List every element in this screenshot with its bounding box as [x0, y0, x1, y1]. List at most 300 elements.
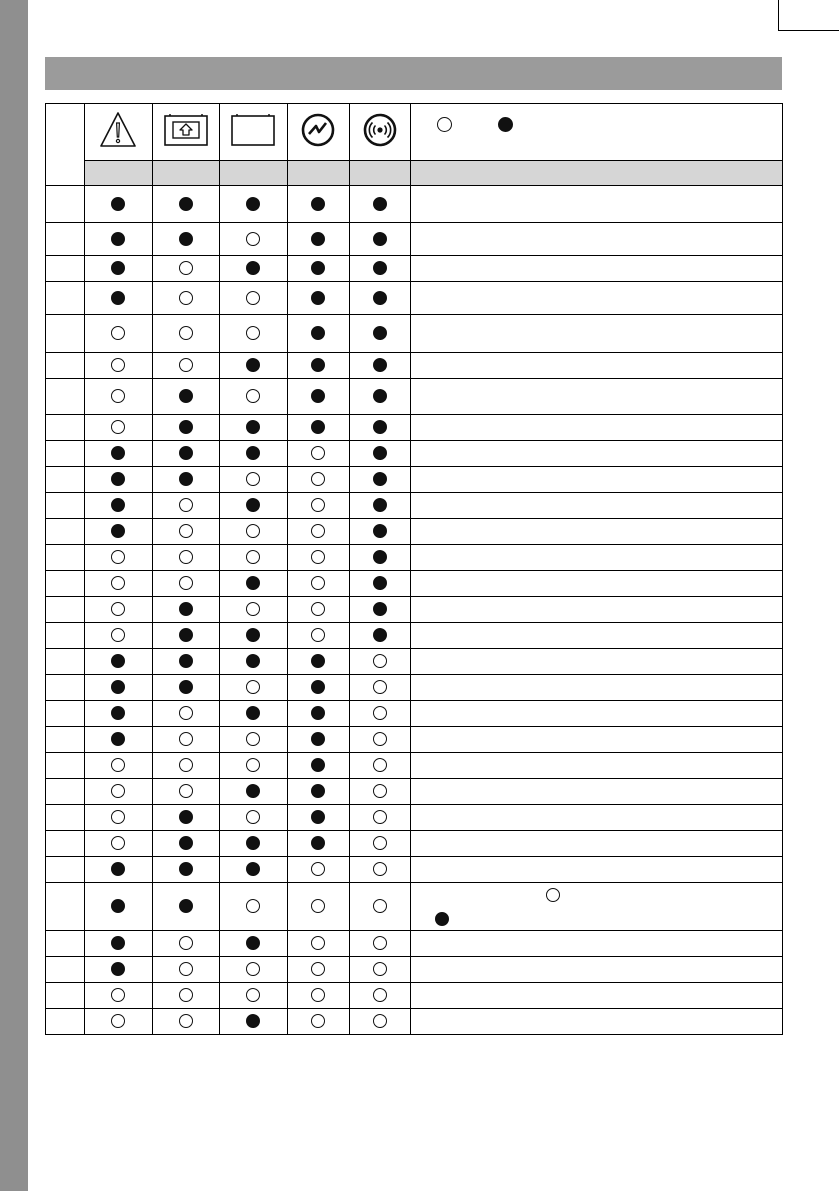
indicator-cell	[220, 353, 287, 379]
hollow-circle-icon	[111, 389, 125, 403]
filled-circle-icon	[373, 261, 387, 275]
filled-circle-icon	[246, 358, 260, 372]
description-cell	[411, 857, 783, 883]
indicator-cell	[287, 701, 349, 727]
table-row	[46, 727, 783, 753]
indicator-cell	[350, 519, 411, 545]
indicator-cell	[287, 1009, 349, 1035]
filled-circle-icon	[373, 524, 387, 538]
description-cell	[411, 883, 783, 931]
indicator-cell	[220, 315, 287, 353]
hollow-circle-icon	[246, 389, 260, 403]
indicator-cell	[152, 779, 219, 805]
filled-circle-icon	[179, 420, 193, 434]
warning-icon	[98, 110, 138, 150]
filled-circle-icon	[311, 389, 325, 403]
indicator-cell	[152, 256, 219, 282]
hollow-circle-icon	[111, 784, 125, 798]
hollow-circle-icon	[246, 899, 260, 913]
indicator-cell	[287, 753, 349, 779]
indicator-cell	[152, 883, 219, 931]
filled-circle-icon	[246, 446, 260, 460]
indicator-cell	[350, 727, 411, 753]
hollow-circle-icon	[311, 962, 325, 976]
hollow-circle-icon	[111, 602, 125, 616]
indicator-cell	[350, 571, 411, 597]
filled-circle-icon	[373, 576, 387, 590]
indicator-cell	[350, 831, 411, 857]
indicator-cell	[220, 282, 287, 315]
filled-circle-icon	[246, 197, 260, 211]
hollow-circle-icon	[179, 498, 193, 512]
indicator-cell	[220, 805, 287, 831]
indicator-cell	[85, 379, 152, 415]
filled-circle-icon	[373, 232, 387, 246]
table-row	[46, 857, 783, 883]
indicator-cell	[287, 379, 349, 415]
indicator-cell	[220, 727, 287, 753]
filled-circle-icon	[311, 810, 325, 824]
header-shade	[220, 161, 287, 186]
description-cell	[411, 983, 783, 1009]
indicator-cell	[350, 779, 411, 805]
indicator-cell	[287, 186, 349, 223]
indicator-cell	[287, 883, 349, 931]
filled-circle-icon	[111, 197, 125, 211]
indicator-cell	[85, 597, 152, 623]
row-number-cell	[46, 571, 85, 597]
indicator-cell	[220, 493, 287, 519]
indicator-cell	[287, 545, 349, 571]
hollow-circle-icon	[311, 576, 325, 590]
filled-circle-icon	[111, 472, 125, 486]
indicator-cell	[152, 519, 219, 545]
row-number-cell	[46, 282, 85, 315]
hollow-circle-icon	[179, 576, 193, 590]
table-row	[46, 597, 783, 623]
hollow-circle-icon	[373, 1014, 387, 1028]
hollow-circle-icon	[373, 706, 387, 720]
indicator-cell	[350, 753, 411, 779]
indicator-cell	[152, 675, 219, 701]
indicator-cell	[152, 282, 219, 315]
description-cell	[411, 223, 783, 256]
filled-circle-icon	[311, 291, 325, 305]
indicator-cell	[85, 282, 152, 315]
filled-circle-icon	[179, 862, 193, 876]
indicator-cell	[85, 519, 152, 545]
table-row	[46, 282, 783, 315]
hollow-circle-icon	[179, 1014, 193, 1028]
description-cell	[411, 623, 783, 649]
hollow-circle-icon	[179, 550, 193, 564]
hollow-circle-icon	[373, 962, 387, 976]
indicator-cell	[85, 701, 152, 727]
hollow-circle-icon	[373, 654, 387, 668]
indicator-cell	[85, 805, 152, 831]
indicator-cell	[287, 931, 349, 957]
hollow-circle-icon	[311, 988, 325, 1002]
indicator-cell	[85, 649, 152, 675]
indicator-cell	[220, 571, 287, 597]
indicator-cell	[152, 649, 219, 675]
hollow-circle-icon	[311, 498, 325, 512]
indicator-cell	[152, 545, 219, 571]
filled-circle-icon	[373, 602, 387, 616]
filled-circle-icon	[246, 654, 260, 668]
filled-circle-icon	[179, 836, 193, 850]
filled-circle-icon	[373, 472, 387, 486]
filled-circle-icon	[311, 420, 325, 434]
indicator-cell	[350, 597, 411, 623]
indicator-cell	[85, 957, 152, 983]
filled-circle-icon	[111, 232, 125, 246]
side-bar	[0, 0, 28, 1191]
hollow-circle-icon	[311, 628, 325, 642]
indicator-cell	[287, 727, 349, 753]
row-number-cell	[46, 701, 85, 727]
indicator-cell	[287, 223, 349, 256]
indicator-cell	[152, 1009, 219, 1035]
indicator-cell	[350, 701, 411, 727]
indicator-cell	[85, 623, 152, 649]
description-cell	[411, 353, 783, 379]
indicator-cell	[220, 519, 287, 545]
indicator-cell	[350, 857, 411, 883]
row-number-cell	[46, 467, 85, 493]
header-no-signal	[287, 104, 349, 161]
indicator-cell	[350, 493, 411, 519]
row-number-cell	[46, 597, 85, 623]
indicator-cell	[350, 957, 411, 983]
filled-circle-icon	[246, 420, 260, 434]
indicator-cell	[287, 282, 349, 315]
filled-circle-icon	[246, 784, 260, 798]
table-row	[46, 649, 783, 675]
hollow-circle-icon	[111, 326, 125, 340]
filled-circle-icon	[435, 912, 449, 926]
hollow-circle-icon	[373, 732, 387, 746]
filled-circle-icon	[179, 446, 193, 460]
header-display	[152, 104, 219, 161]
table-row	[46, 805, 783, 831]
filled-circle-icon	[179, 810, 193, 824]
indicator-cell	[220, 983, 287, 1009]
hollow-circle-icon	[179, 758, 193, 772]
table-row	[46, 983, 783, 1009]
hollow-circle-icon	[179, 326, 193, 340]
hollow-circle-icon	[246, 758, 260, 772]
filled-circle-icon	[111, 706, 125, 720]
indicator-cell	[85, 675, 152, 701]
indicator-cell	[220, 223, 287, 256]
indicator-cell	[152, 831, 219, 857]
description-cell	[411, 415, 783, 441]
row-number-cell	[46, 857, 85, 883]
indicator-cell	[220, 675, 287, 701]
indicator-cell	[287, 649, 349, 675]
row-number-cell	[46, 353, 85, 379]
filled-circle-icon	[179, 602, 193, 616]
filled-circle-icon	[111, 680, 125, 694]
indicator-cell	[220, 779, 287, 805]
indicator-cell	[152, 441, 219, 467]
row-number-cell	[46, 623, 85, 649]
hollow-circle-icon	[311, 862, 325, 876]
filled-circle-icon	[111, 524, 125, 538]
header-alarm	[350, 104, 411, 161]
indicator-cell	[287, 857, 349, 883]
indicator-cell	[152, 623, 219, 649]
description-cell	[411, 701, 783, 727]
filled-circle-icon	[246, 498, 260, 512]
indicator-cell	[220, 1009, 287, 1035]
hollow-circle-icon	[311, 446, 325, 460]
row-number-cell	[46, 519, 85, 545]
hollow-circle-icon	[246, 810, 260, 824]
hollow-circle-icon	[179, 784, 193, 798]
indicator-cell	[152, 223, 219, 256]
indicator-cell	[350, 256, 411, 282]
indicator-cell	[287, 675, 349, 701]
indicator-cell	[287, 779, 349, 805]
table-row	[46, 441, 783, 467]
filled-circle-icon	[111, 654, 125, 668]
table-row	[46, 545, 783, 571]
indicator-cell	[152, 727, 219, 753]
filled-circle-icon	[311, 654, 325, 668]
hollow-circle-icon	[373, 680, 387, 694]
alarm-icon	[362, 112, 398, 148]
row-number-cell	[46, 957, 85, 983]
filled-circle-icon	[246, 1014, 260, 1028]
filled-circle-icon	[311, 706, 325, 720]
indicator-cell	[287, 415, 349, 441]
indicator-cell	[220, 623, 287, 649]
hollow-circle-icon	[373, 810, 387, 824]
table-row	[46, 931, 783, 957]
table-row	[46, 831, 783, 857]
indicator-cell	[350, 805, 411, 831]
hollow-circle-icon	[311, 936, 325, 950]
filled-circle-icon	[373, 550, 387, 564]
indicator-cell	[350, 931, 411, 957]
display-icon	[163, 113, 209, 147]
indicator-cell	[287, 623, 349, 649]
indicator-cell	[85, 256, 152, 282]
filled-circle-icon	[111, 261, 125, 275]
table-row	[46, 957, 783, 983]
hollow-circle-icon	[246, 732, 260, 746]
hollow-circle-icon	[179, 988, 193, 1002]
indicator-cell	[152, 571, 219, 597]
indicator-cell	[152, 983, 219, 1009]
indicator-cell	[85, 931, 152, 957]
row-number-cell	[46, 675, 85, 701]
indicator-cell	[350, 379, 411, 415]
hollow-circle-icon	[111, 550, 125, 564]
indicator-cell	[220, 883, 287, 931]
row-number-cell	[46, 545, 85, 571]
filled-circle-icon	[311, 758, 325, 772]
indicator-cell	[287, 467, 349, 493]
row-number-cell	[46, 315, 85, 353]
header-battery	[220, 104, 287, 161]
description-cell	[411, 831, 783, 857]
indicator-cell	[287, 353, 349, 379]
row-number-cell	[46, 931, 85, 957]
row-number-cell	[46, 649, 85, 675]
indicator-cell	[152, 493, 219, 519]
indicator-cell	[287, 571, 349, 597]
filled-circle-icon	[373, 498, 387, 512]
filled-circle-icon	[373, 197, 387, 211]
hollow-circle-icon	[311, 602, 325, 616]
indicator-table	[45, 103, 783, 1035]
description-cell	[411, 779, 783, 805]
row-number-cell	[46, 379, 85, 415]
indicator-cell	[287, 805, 349, 831]
table-row	[46, 701, 783, 727]
indicator-cell	[350, 623, 411, 649]
hollow-circle-icon	[111, 576, 125, 590]
title-bar	[45, 57, 782, 90]
hollow-circle-icon	[179, 962, 193, 976]
hollow-circle-icon	[373, 784, 387, 798]
table-row	[46, 353, 783, 379]
hollow-circle-icon	[111, 758, 125, 772]
filled-circle-icon	[246, 862, 260, 876]
row-number-cell	[46, 805, 85, 831]
hollow-circle-icon	[111, 420, 125, 434]
indicator-cell	[152, 957, 219, 983]
description-cell	[411, 256, 783, 282]
description-cell	[411, 571, 783, 597]
hollow-circle-icon	[179, 358, 193, 372]
hollow-circle-icon	[179, 936, 193, 950]
indicator-cell	[85, 883, 152, 931]
indicator-cell	[152, 379, 219, 415]
indicator-cell	[287, 441, 349, 467]
hollow-circle-icon	[179, 732, 193, 746]
indicator-cell	[152, 857, 219, 883]
filled-circle-icon	[311, 326, 325, 340]
row-number-cell	[46, 1009, 85, 1035]
table-row	[46, 493, 783, 519]
legend	[411, 104, 783, 161]
row-number-cell	[46, 779, 85, 805]
table-row	[46, 315, 783, 353]
header-shade	[350, 161, 411, 186]
filled-circle-icon	[246, 261, 260, 275]
indicator-cell	[85, 779, 152, 805]
indicator-cell	[85, 415, 152, 441]
hollow-circle-icon	[311, 524, 325, 538]
indicator-cell	[287, 315, 349, 353]
hollow-circle-icon	[111, 810, 125, 824]
indicator-cell	[220, 186, 287, 223]
indicator-cell	[220, 753, 287, 779]
header-shade	[85, 161, 152, 186]
filled-circle-icon	[111, 732, 125, 746]
hollow-circle-icon	[246, 472, 260, 486]
description-cell	[411, 545, 783, 571]
hollow-circle-icon	[437, 117, 452, 132]
row-number-cell	[46, 983, 85, 1009]
filled-circle-icon	[311, 784, 325, 798]
indicator-cell	[220, 701, 287, 727]
description-cell	[411, 282, 783, 315]
indicator-cell	[152, 597, 219, 623]
row-number-cell	[46, 883, 85, 931]
description-cell	[411, 957, 783, 983]
hollow-circle-icon	[246, 680, 260, 694]
indicator-cell	[287, 493, 349, 519]
indicator-cell	[85, 186, 152, 223]
indicator-cell	[220, 379, 287, 415]
description-cell	[411, 315, 783, 353]
table-row	[46, 519, 783, 545]
filled-circle-icon	[246, 706, 260, 720]
description-cell	[411, 597, 783, 623]
indicator-cell	[152, 467, 219, 493]
indicator-cell	[350, 353, 411, 379]
filled-circle-icon	[311, 358, 325, 372]
row-number-cell	[46, 415, 85, 441]
indicator-cell	[85, 315, 152, 353]
indicator-cell	[350, 545, 411, 571]
hollow-circle-icon	[373, 862, 387, 876]
hollow-circle-icon	[311, 550, 325, 564]
hollow-circle-icon	[111, 1014, 125, 1028]
description-cell	[411, 441, 783, 467]
hollow-circle-icon	[246, 962, 260, 976]
indicator-cell	[287, 831, 349, 857]
filled-circle-icon	[179, 232, 193, 246]
filled-circle-icon	[111, 962, 125, 976]
filled-circle-icon	[373, 628, 387, 642]
filled-circle-icon	[311, 197, 325, 211]
header-shade	[411, 161, 783, 186]
filled-circle-icon	[311, 680, 325, 694]
indicator-cell	[220, 957, 287, 983]
indicator-cell	[350, 883, 411, 931]
filled-circle-icon	[246, 836, 260, 850]
row-number-cell	[46, 831, 85, 857]
row-number-cell	[46, 493, 85, 519]
indicator-cell	[350, 186, 411, 223]
indicator-cell	[220, 857, 287, 883]
filled-circle-icon	[179, 899, 193, 913]
description-cell	[411, 675, 783, 701]
indicator-cell	[85, 831, 152, 857]
indicator-cell	[220, 467, 287, 493]
description-cell	[411, 186, 783, 223]
hollow-circle-icon	[179, 706, 193, 720]
filled-circle-icon	[111, 899, 125, 913]
indicator-cell	[152, 186, 219, 223]
hollow-circle-icon	[246, 326, 260, 340]
indicator-cell	[287, 597, 349, 623]
indicator-cell	[85, 983, 152, 1009]
hollow-circle-icon	[111, 358, 125, 372]
indicator-cell	[350, 983, 411, 1009]
filled-circle-icon	[311, 836, 325, 850]
filled-circle-icon	[311, 232, 325, 246]
filled-circle-icon	[111, 862, 125, 876]
hollow-circle-icon	[246, 602, 260, 616]
indicator-cell	[220, 931, 287, 957]
